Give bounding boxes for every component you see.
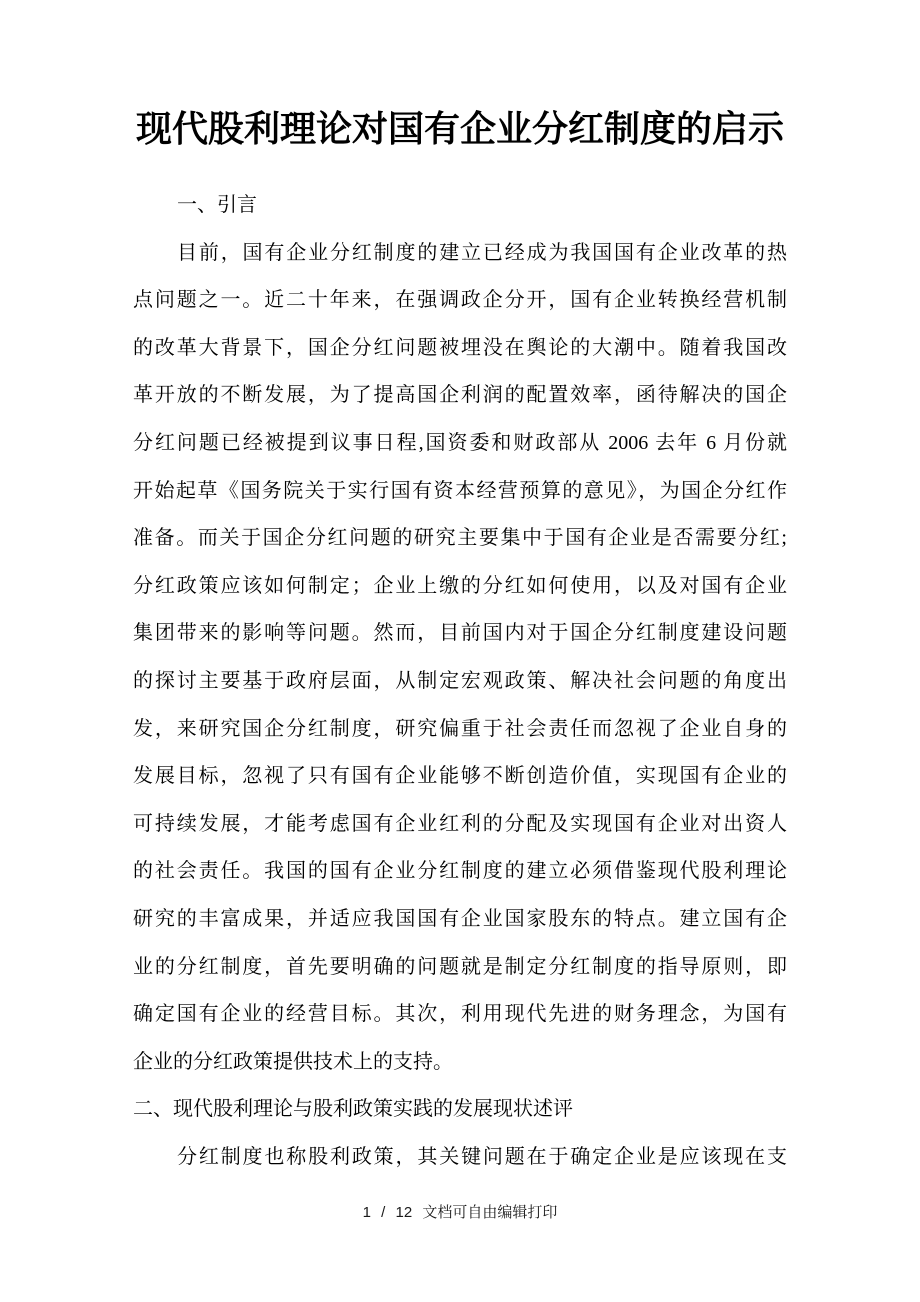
document-title: 现代股利理论对国有企业分红制度的启示	[135, 108, 784, 149]
section-1-heading: 一、引言	[177, 194, 257, 216]
paragraph-line: 目前，国有企业分红制度的建立已经成为我国国有企业改革的热	[177, 241, 787, 264]
paragraph-line: 确定国有企业的经营目标。其次，利用现代先进的财务理念，为国有	[133, 1003, 787, 1026]
paragraph-line: 可持续发展，才能考虑国有企业红利的分配及实现国有企业对出资人	[133, 812, 787, 835]
paragraph-line: 开始起草《国务院关于实行国有资本经营预算的意见》，为国企分红作	[133, 479, 787, 502]
paragraph-line: 企业的分红政策提供技术上的支持。	[133, 1050, 453, 1073]
paragraph-line: 分红政策应该如何制定；企业上缴的分红如何使用，以及对国有企业	[133, 574, 787, 597]
paragraph-line: 业的分红制度，首先要明确的问题就是制定分红制度的指导原则，即	[133, 955, 787, 978]
paragraph-line: 的社会责任。我国的国有企业分红制度的建立必须借鉴现代股利理论	[133, 860, 787, 883]
paragraph-line: 的探讨主要基于政府层面，从制定宏观政策、解决社会问题的角度出	[133, 669, 787, 692]
footer-separator: /	[381, 1204, 386, 1221]
paragraph-line: 点问题之一。近二十年来，在强调政企分开，国有企业转换经营机制	[133, 289, 787, 312]
footer-note: 文档可自由编辑打印	[422, 1204, 558, 1221]
paragraph-line: 准备。而关于国企分红问题的研究主要集中于国有企业是否需要分红;	[133, 527, 787, 550]
footer-page-number: 1	[362, 1204, 371, 1221]
section-2-heading: 二、现代股利理论与股利政策实践的发展现状述评	[133, 1098, 573, 1121]
paragraph-line: 研究的丰富成果，并适应我国国有企业国家股东的特点。建立国有企	[133, 907, 787, 930]
paragraph-line: 发展目标，忽视了只有国有企业能够不断创造价值，实现国有企业的	[133, 765, 787, 788]
paragraph-line: 分红制度也称股利政策，其关键问题在于确定企业是应该现在支	[177, 1145, 787, 1168]
paragraph-line: 集团带来的影响等问题。然而，目前国内对于国企分红制度建设问题	[133, 622, 787, 645]
document-body	[133, 182, 787, 1181]
footer-total-pages: 12	[395, 1204, 413, 1221]
paragraph-line: 革开放的不断发展，为了提高国企利润的配置效率，函待解决的国企	[133, 384, 787, 407]
page-footer	[0, 1203, 920, 1223]
paragraph-line: 的改革大背景下，国企分红问题被埋没在舆论的大潮中。随着我国改	[133, 336, 787, 359]
paragraph-line: 发，来研究国企分红制度，研究偏重于社会责任而忽视了企业自身的	[133, 717, 787, 740]
paragraph-line: 分红问题已经被提到议事日程,国资委和财政部从 2006 去年 6 月份就	[133, 431, 787, 454]
